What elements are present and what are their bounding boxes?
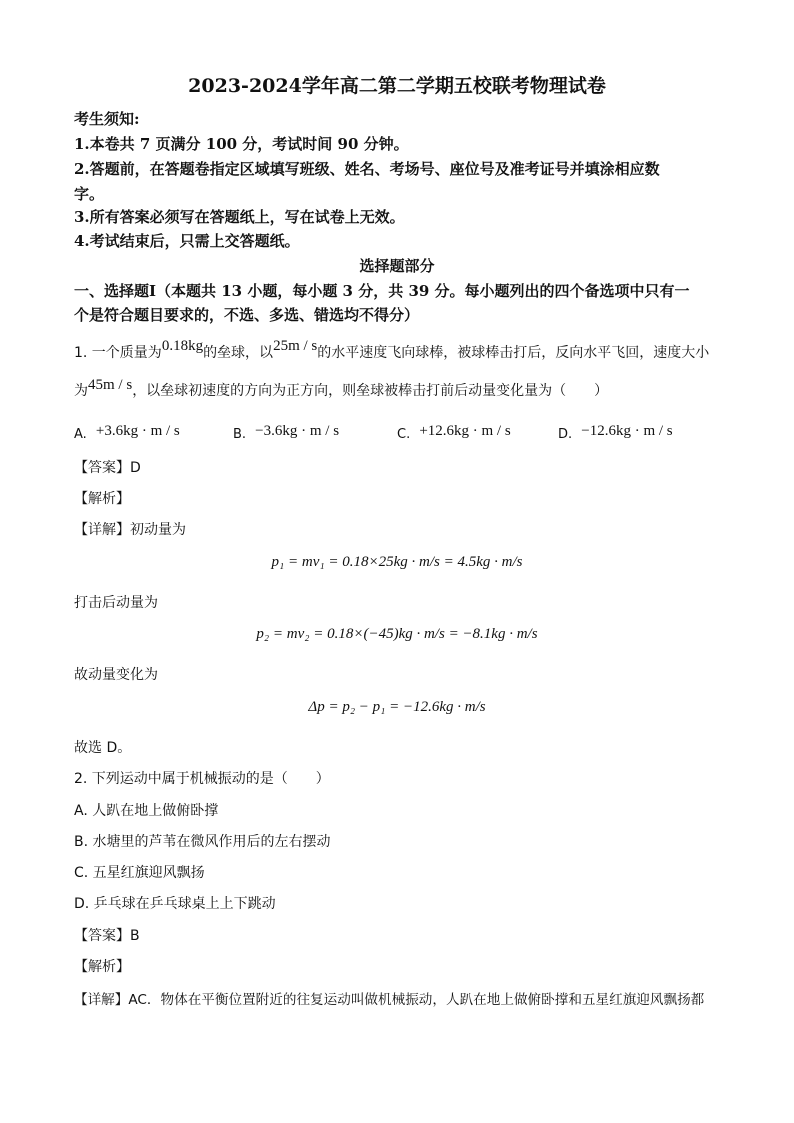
q2-option-c: C. 五星红旗迎风飘扬: [74, 865, 205, 881]
q2-detail: 【详解】AC．物体在平衡位置附近的往复运动叫做机械振动，人趴在地上做俯卧撑和五星红旗迎风飘扬都: [74, 992, 705, 1008]
q2-analysis-label: 【解析】: [74, 959, 130, 975]
q1-option-a: A. +3.6kg · m / s: [74, 423, 180, 442]
q1-option-d: D. −12.6kg · m / s: [558, 423, 673, 442]
q1-stem-d: 为: [74, 383, 88, 399]
notice-item-1: 1.本卷共 7 页满分 100 分，考试时间 90 分钟。: [74, 135, 409, 153]
q2-stem: 2. 下列运动中属于机械振动的是（ ）: [74, 771, 330, 787]
q1-analysis-label: 【解析】: [74, 491, 130, 507]
q1-mass: 0.18kg: [161, 338, 204, 354]
exam-title: 2023-2024学年高二第二学期五校联考物理试卷: [188, 75, 606, 97]
part1-header-line1: 一、选择题Ⅰ（本题共 13 小题，每小题 3 分，共 39 分。每小题列出的四个备选项中只有一: [74, 282, 690, 300]
q2-answer: 【答案】B: [74, 928, 140, 944]
q1-answer: 【答案】D: [74, 460, 141, 476]
notice-item-4: 4.考试结束后，只需上交答题纸。: [74, 232, 300, 250]
q1-stem-line2: [74, 377, 609, 400]
notice-item-2-cont: 字。: [74, 185, 105, 203]
q1-stem-c: 的水平速度飞向球棒，被球棒击打后，反向水平飞回，速度大小: [317, 345, 710, 361]
q1-stem-b: 的垒球，以: [203, 345, 274, 361]
q2-option-d: D. 乒乓球在乒乓球桌上上下跳动: [74, 896, 276, 912]
q1-conclusion: 故选 D。: [74, 740, 132, 756]
notice-item-3: 3.所有答案必须写在答题纸上，写在试卷上无效。: [74, 208, 405, 226]
q1-v1: 25m / s: [273, 338, 318, 354]
notice-item-2: 2.答题前，在答题卷指定区域填写班级、姓名、考场号、座位号及准考证号并填涂相应数: [74, 160, 660, 178]
q1-detail-label: 【详解】初动量为: [74, 522, 186, 538]
section-heading: 选择题部分: [359, 257, 435, 275]
q1-change-text: 故动量变化为: [74, 667, 158, 683]
q1-after-text: 打击后动量为: [74, 595, 158, 611]
q1-stem-line1: [74, 338, 710, 362]
q1-stem-a: 1. 一个质量为: [74, 345, 162, 361]
q1-equation-1: p₁ = mv₁ = 0.18×25kg · m/s = 4.5kg · m/s: [271, 554, 523, 570]
q1-equation-3: Δp = p₂ − p₁ = −12.6kg · m/s: [308, 699, 486, 715]
q1-v2: 45m / s: [88, 377, 133, 393]
q1-option-b: B. −3.6kg · m / s: [233, 423, 340, 442]
q1-option-c: C. +12.6kg · m / s: [397, 423, 511, 442]
q1-equation-2: p₂ = mv₂ = 0.18×(−45)kg · m/s = −8.1kg · m/s: [256, 626, 538, 642]
part1-header-line2: 个是符合题目要求的，不选、多选、错选均不得分）: [74, 306, 420, 324]
q1-stem-e: ，以垒球初速度的方向为正方向，则垒球被棒击打前后动量变化量为（ ）: [132, 383, 609, 399]
q2-option-a: A. 人趴在地上做俯卧撑: [74, 803, 219, 819]
notice-heading: 考生须知:: [74, 110, 140, 128]
q2-option-b: B. 水塘里的芦苇在微风作用后的左右摆动: [74, 834, 331, 850]
